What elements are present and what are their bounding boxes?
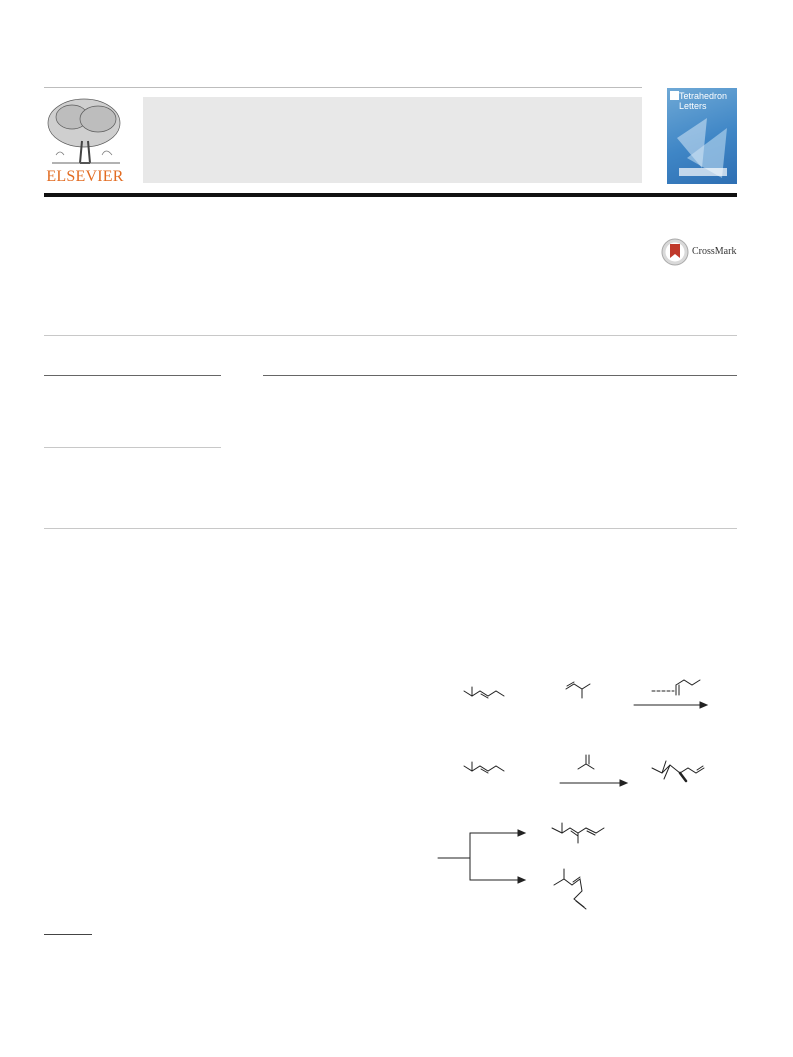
molecule-7	[552, 823, 604, 843]
keywords-rule	[44, 447, 221, 448]
publisher-logo-text: ELSEVIER	[46, 168, 124, 185]
crossmark-icon[interactable]	[661, 238, 689, 266]
article-bottom-rule	[44, 528, 737, 529]
molecule-1	[464, 687, 504, 698]
molecule-3	[652, 680, 700, 695]
journal-cover-image	[667, 88, 737, 184]
header-top-rule	[44, 87, 642, 88]
reaction-scheme	[430, 665, 740, 925]
header-thick-rule	[44, 193, 737, 197]
molecule-6	[652, 761, 704, 781]
molecule-8	[554, 869, 586, 909]
journal-cover-title: Tetrahedron Letters	[679, 91, 728, 111]
article-info-rule	[44, 375, 221, 376]
abstract-rule	[263, 375, 737, 376]
crossmark-label[interactable]: CrossMark	[692, 246, 737, 257]
arrow-head-2	[620, 780, 627, 786]
molecule-4	[464, 762, 504, 773]
journal-banner	[143, 97, 642, 183]
molecule-2	[566, 682, 590, 698]
molecule-5	[578, 755, 594, 769]
footnote-rule	[44, 934, 92, 935]
article-top-rule	[44, 335, 737, 336]
arrow-head-1	[700, 702, 707, 708]
